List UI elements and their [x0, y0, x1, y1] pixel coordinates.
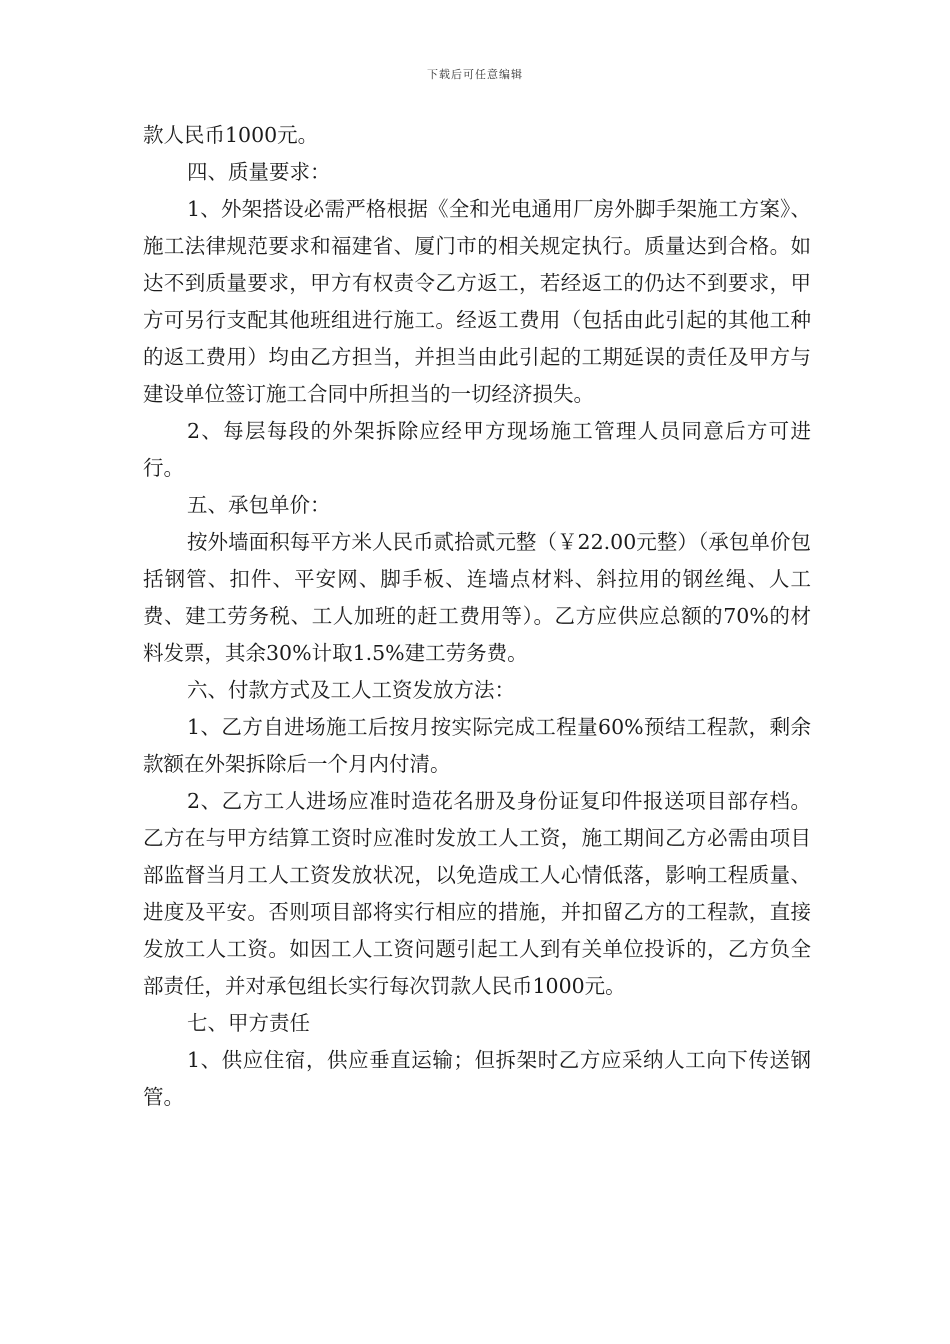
section-heading-quality: 四、质量要求： — [187, 160, 331, 184]
paragraph-quality-2: 2、每层每段的外架拆除应经甲方现场施工管理人员同意后方可进行。 — [143, 419, 811, 480]
paragraph-unit-price: 按外墙面积每平方米人民币贰拾贰元整（￥22.00元整）（承包单价包括钢管、扣件、平安网、脚手板、连墙点材料、斜拉用的钢丝绳、人工费、建工劳务税、工人加班的赶工费用等）。乙方应供应总额的70%的材料发票，其余30%计取1.5%建工劳务费。 — [143, 530, 811, 665]
section-heading-unit-price: 五、承包单价： — [187, 493, 331, 517]
paragraph-party-a-1: 1、供应住宿，供应垂直运输；但拆架时乙方应采纳人工向下传送钢管。 — [143, 1048, 811, 1109]
paragraph-quality-1: 1、外架搭设必需严格根据《全和光电通用厂房外脚手架施工方案》、施工法律规范要求和福建省、厦门市的相关规定执行。质量达到合格。如达不到质量要求，甲方有权责令乙方返工，若经返工的仍达不到要求，甲方可另行支配其他班组进行施工。经返工费用（包括由此引起的其他工种的返工费用）均由乙方担当，并担当由此引起的工期延误的责任及甲方与建设单位签订施工合同中所担当的一切经济损失。 — [143, 197, 811, 406]
page-header: 下载后可任意编辑 — [427, 68, 523, 81]
section-heading-payment: 六、付款方式及工人工资发放方法： — [187, 678, 515, 702]
document-body — [143, 117, 811, 1116]
section-heading-party-a: 七、甲方责任 — [187, 1011, 310, 1035]
paragraph-payment-1: 1、乙方自进场施工后按月按实际完成工程量60%预结工程款，剩余款额在外架拆除后一个月内付清。 — [143, 715, 811, 776]
paragraph-continuation: 款人民币1000元。 — [143, 123, 319, 147]
paragraph-payment-2: 2、乙方工人进场应准时造花名册及身份证复印件报送项目部存档。乙方在与甲方结算工资时应准时发放工人工资，施工期间乙方必需由项目部监督当月工人工资发放状况，以免造成工人心情低落，影响工程质量、进度及平安。否则项目部将实行相应的措施，并扣留乙方的工程款，直接发放工人工资。如因工人工资问题引起工人到有关单位投诉的，乙方负全部责任，并对承包组长实行每次罚款人民币1000元。 — [143, 789, 811, 998]
